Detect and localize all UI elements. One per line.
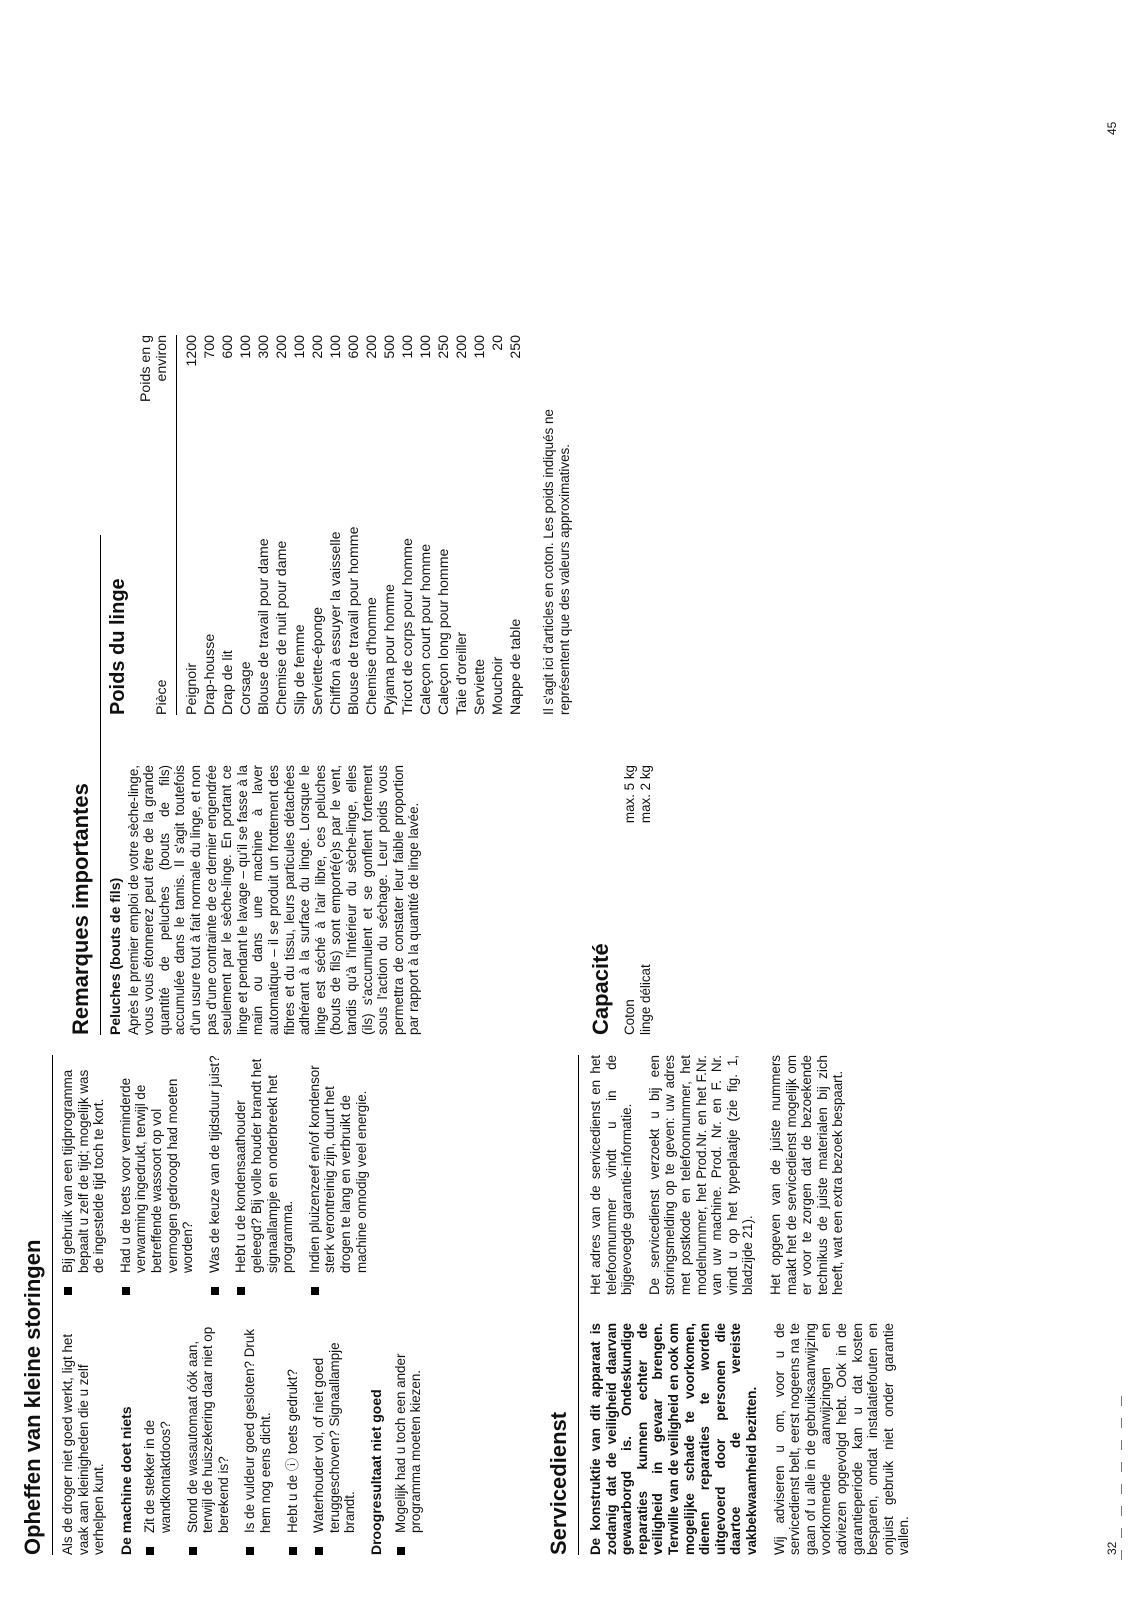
service-paragraph: Het adres van de servicedienst en het telefoonnummer vindt u in de bijgevoegde garantie-informatie. (588, 1055, 635, 1295)
table-row: Drap-housse 700 (202, 335, 218, 715)
column-header-weight: Poids en g environ (138, 335, 177, 405)
list-item: Bij gebruik van een tijdprogramma bepaalt u zelf de tijd; mogelijk was de ingestelde tijd toch te kort. (60, 1055, 107, 1295)
weights-note: Il s'agit ici d'articles en coton. Les poids indiqués ne représentent que des valeurs approximatives. (541, 409, 572, 715)
capacity-value: max. 5 kg (622, 765, 637, 824)
table-row: Serviette-éponge 200 (310, 335, 326, 715)
capacity-row (638, 765, 654, 1035)
bullet-icon (237, 1287, 245, 1295)
service-right (588, 1055, 858, 1295)
bullet-icon (397, 1547, 405, 1555)
machine-list (142, 1323, 358, 1555)
list-item: Was de keuze van de tijdsduur juist? (207, 1055, 223, 1295)
title-poids: Poids du linge (107, 578, 129, 715)
capacity-label: linge délicat (637, 964, 653, 1035)
peluches-section (108, 765, 434, 1035)
bullet-icon (311, 1287, 319, 1295)
bullet-icon (146, 1547, 154, 1555)
title-rule (578, 1055, 579, 1555)
machine-heading: De machine doet niets (117, 1406, 134, 1555)
poids-section (108, 335, 584, 715)
capacity-value: max. 2 kg (637, 765, 653, 824)
table-row: Chemise de nuit pour dame 200 (274, 335, 290, 715)
bullet-icon (189, 1547, 197, 1555)
page-number-right: 45 (1105, 121, 1119, 135)
list-item: Waterhouder vol, of niet goed teruggeschoven? Signaallampje brandt. (311, 1323, 358, 1555)
table-row: Corsage 100 (238, 335, 254, 715)
capacity-label: Coton (622, 999, 637, 1035)
title-servicedienst: Servicedienst (546, 1411, 571, 1555)
weights-table (138, 335, 525, 715)
bullet-icon (315, 1547, 323, 1555)
bullet-icon (246, 1547, 254, 1555)
title-opheffen: Opheffen van kleine storingen (20, 1239, 45, 1555)
list-item: Stond de wasautomaat óók aan, terwijl de huiszekering daar niet op berekend is? (185, 1323, 232, 1555)
title-capacite: Capacité (588, 943, 613, 1035)
table-row: Peignoir 1200 (184, 335, 200, 715)
dryresult-list-b (60, 1055, 369, 1295)
french-column (0, 335, 1131, 1035)
capacity-table (622, 765, 653, 1035)
bullet-icon (211, 1287, 219, 1295)
list-item: Had u de toets voor verminderde verwarming ingedrukt, terwijl de betreffende wassoort op vol vermogen gedroogd had moeten worden? (118, 1055, 196, 1295)
dryresult-list-a (393, 1323, 424, 1555)
dashed-margin-line (1121, 1390, 1122, 1560)
table-row: Slip de femme 100 (292, 335, 308, 715)
table-row: Taie d'oreiller 200 (454, 335, 470, 715)
peluches-heading: Peluches (bouts de fils) (107, 877, 123, 1035)
table-row: Tricot de corps pour homme 100 (400, 335, 416, 715)
service-paragraph: Het opgeven van de juiste nummers maakt het de servicedienst mogelijk om er voor te zorgen dat de bezoekende technikus de juiste materialen bij zich heeft, wat een extra bezoek bespaart. (767, 1055, 846, 1295)
bullet-icon (64, 1287, 72, 1295)
table-row: Caleçon long pour homme 250 (436, 335, 452, 715)
table-row: Nappe de table 250 (508, 335, 524, 715)
opheffen-right (60, 1055, 380, 1295)
list-item: Zit de stekker in de wandkontaktdoos? (142, 1323, 173, 1555)
opheffen-left (60, 1323, 435, 1555)
list-item: Hebt u de ⓘ toets gedrukt? (285, 1323, 301, 1555)
list-item: Indien pluizenzeef en/of kondensor sterk verontreinig zijn, duurt het drogen te lang en verbruikt de machine onnodig veel energie. (307, 1055, 369, 1295)
table-row: Pyjama pour homme 500 (382, 335, 398, 715)
peluches-text: Après le premier emploi de votre sèche-linge, vous vous étonnerez peut être de la grande quantité de peluches (bouts de fils) accumulée dans le tamis. Il s'agit toutefois d'un usure tout à fait normale du linge, et non pas d'une contrainte de ce dernier engendrée seulement par le sèche-linge. En portant ce linge et pendant le lavage – qu'il se fasse à la main ou dans une machine à laver automatique – il se produit un frottement des fibres et du tissu, leurs particules détachées adhérant à la surface du linge. Lorsque le linge est séché à l'air libre, ces peluches (bouts de fils) sont emporté(e)s par le vent, tandis qu'à l'intérieur du sèche-linge, elles (ils) s'accumulent et se gonflent fortement sous l'action du séchage. Leur poids vous permettra de constater leur faible proportion par rapport à la quantité de linge lavée. (125, 765, 422, 1035)
list-item: Is de vuldeur goed gesloten? Druk hem nog eens dicht. (242, 1323, 273, 1555)
table-row: Mouchoir 20 (490, 335, 506, 715)
page-number-left: 32 (1105, 1541, 1119, 1555)
title-remarques: Remarques importantes (68, 783, 93, 1035)
table-row: Chemise d'homme 200 (364, 335, 380, 715)
bullet-icon (122, 1287, 130, 1295)
service-paragraph: Wij adviseren u om, voor u de servicedienst belt, eerst nogeens na te gaan of u alle in de gebruiksaanwijzing voorkomende aanwijzingen en adviezen opgevolgd hebt. Ook in de garantieperiode kan u dat kosten besparen, omdat instalatiefouten en onjuist gebruik niet onder garantie vallen. (771, 1323, 912, 1555)
service-paragraph: De servicedienst verzoekt u bij een storingsmelding op te geven: uw adres met postkode en telefoonnummer, het modelnummer, het Prod.Nr. en het F.Nr. van uw machine. Prod. Nr. en F. Nr. vindt u op het typeplaatje (zie fig. 1, bladzijde 21). (646, 1055, 756, 1295)
table-header-row (138, 335, 177, 715)
bullet-icon (289, 1547, 297, 1555)
title-rule (100, 535, 101, 1035)
list-item: Mogelijk had u toch een ander programma moeten kiezen. (393, 1323, 424, 1555)
table-row: Blouse de travail pour dame 300 (256, 335, 272, 715)
column-header-piece: Pièce (138, 405, 177, 715)
table-row: Caleçon court pour homme 100 (418, 335, 434, 715)
dryresult-heading: Droogresultaat niet goed (367, 1389, 384, 1555)
service-bold-intro: De konstruktie van dit apparaat is zodanig dat de veiligheid daarvan gewaarborgd is. Ondeskundige reparaties kunnen echter de veiligheid in gevaar brengen. Terwille van de veiligheid en ook om mogelijke schade te voorkomen, dienen reparaties te worden uitgevoerd door personen die daartoe de vereiste vakbekwaamheid bezitten. (588, 1323, 759, 1555)
dutch-column (0, 1055, 1131, 1555)
table-row: Chiffon à essuyer la vaisselle 100 (328, 335, 344, 715)
list-item: Hebt u de kondensaathouder geleegd? Bij volle houder brandt het signaallampje en onderbreekt het programma. (233, 1055, 295, 1295)
opheffen-intro: Als de droger niet goed werkt, ligt het vaak aan kleinigheden die u zelf verhelpen kunt. (60, 1333, 107, 1555)
table-row: Serviette 100 (472, 335, 488, 715)
table-row: Drap de lit 600 (220, 335, 236, 715)
title-rule (52, 1055, 53, 1555)
table-row: Blouse de travail pour homme 600 (346, 335, 362, 715)
service-left (588, 1323, 924, 1555)
capacity-row (622, 765, 638, 1035)
